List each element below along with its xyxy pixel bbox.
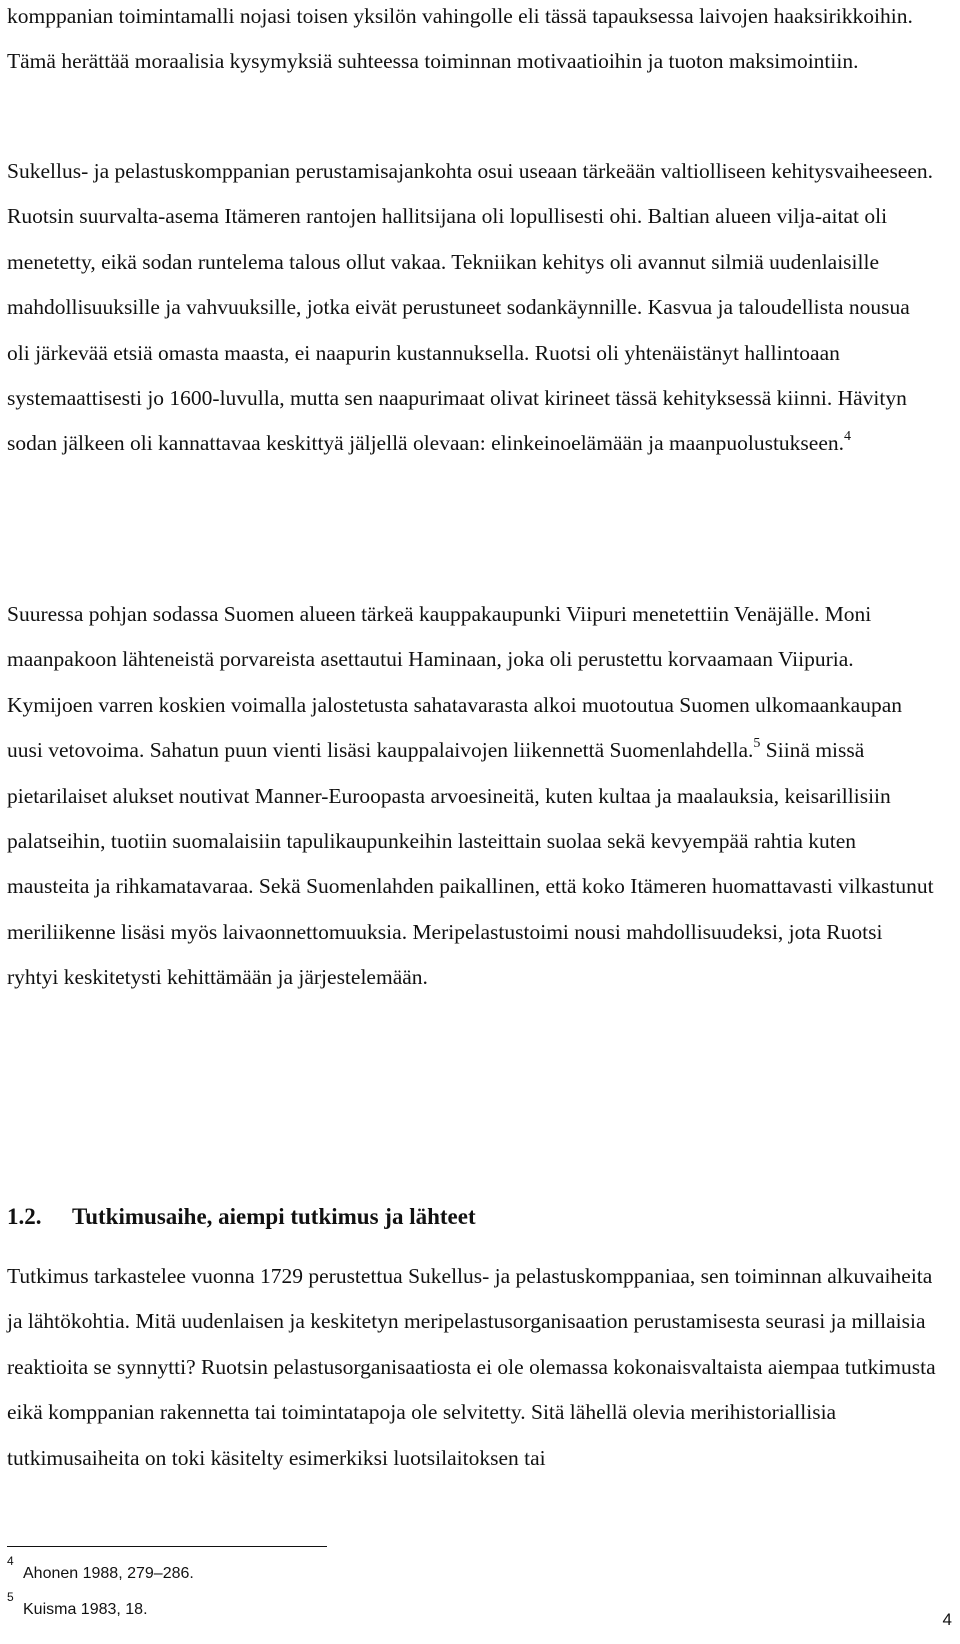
footnote-separator (7, 1546, 327, 1547)
paragraph-3 (7, 592, 937, 1001)
page-number: 4 (942, 1610, 952, 1629)
paragraph-1 (7, 0, 937, 85)
footnote-text: Ahonen 1988, 279–286. (23, 1565, 194, 1582)
paragraph-2 (7, 149, 937, 467)
paragraph-2-text: Sukellus- ja pelastuskomppanian perustamisajankohta osui useaan tärkeään valtiolliseen kehitysvaiheeseen. Ruotsin suurvalta-asema Itämeren rantojen hallitsijana oli lopullisesti ohi. Baltian alueen vilja-aitat oli menetetty, eikä sodan runtelema talous ollut vakaa. Tekniikan kehitys oli avannut silmiä uudenlaisille mahdollisuuksille ja vahvuuksille, jotka eivät perustuneet sodankäynnille. Kasvua ja taloudellista nousua oli järkevää etsiä omasta maasta, ei naapurin kustannuksella. Ruotsi oli yhtenäistänyt hallintoaan systemaattisesti jo 1600-luvulla, mutta sen naapurimaat olivat kirineet tässä kehityksessä kiinni. Hävityn sodan jälkeen oli kannattavaa keskittyä jäljellä olevaan: elinkeinoelämään ja maanpuolustukseen. (7, 159, 934, 456)
paragraph-1-text: komppanian toimintamalli nojasi toisen yksilön vahingolle eli tässä tapauksessa laivojen haaksirikkoihin. Tämä herättää moraalisia kysymyksiä suhteessa toiminnan motivaatioihin ja tuoton maksimointiin. (7, 4, 913, 74)
footnote-5 (7, 1592, 194, 1628)
paragraph-3-text-a: Suuressa pohjan sodassa Suomen alueen tärkeä kauppakaupunki Viipuri menetettiin Venäjälle. Moni maanpakoon lähteneistä porvareista asettautui Haminaan, joka oli perustettu korvaamaan Viipuria. Kymijoen varren koskien voimalla jalostetusta sahatavarasta alkoi muotoutua Suomen ulkomaankaupan uusi vetovoima. Sahatun puun vienti lisäsi kauppalaivojen liikennettä Suomenlahdella. (7, 602, 903, 763)
footnote-text: Kuisma 1983, 18. (23, 1601, 148, 1618)
section-number: 1.2. (7, 1204, 42, 1229)
paragraph-3-text-b: Siinä missä pietarilaiset alukset noutivat Manner-Euroopasta arvoesineitä, kuten kultaa ja maalauksia, keisarillisiin palatseihin, tuotiin suomalaisiin tapulikaupunkeihin lasteittain suolaa sekä kevyempää rahtia kuten mausteita ja rihkamatavaraa. Sekä Suomenlahden paikallinen, että koko Itämeren huomattavasti vilkastunut meriliikenne lisäsi myös laivaonnettomuuksia. Meripelastustoimi nousi mahdollisuudeksi, jota Ruotsi ryhtyi keskitetysti kehittämään ja järjestelemään. (7, 738, 934, 990)
paragraph-4-text: Tutkimus tarkastelee vuonna 1729 perustettua Sukellus- ja pelastuskomppaniaa, sen toiminnan alkuvaiheita ja lähtökohtia. Mitä uudenlaisen ja keskitetyn meripelastusorganisaation perustamisesta seurasi ja millaisia reaktioita se synnytti? Ruotsin pelastusorganisaatiosta ei ole olemassa kokonaisvaltaista aiempaa tutkimusta eikä komppanian rakennetta tai toimintatapoja ole selvitetty. Sitä lähellä olevia merihistoriallisia tutkimusaiheita on toki käsitelty esimerkiksi luotsilaitoksen tai (7, 1264, 936, 1470)
footnote-mark: 5 (7, 1590, 14, 1604)
footnotes-list (7, 1556, 194, 1628)
section-title: Tutkimusaihe, aiempi tutkimus ja lähteet (72, 1204, 476, 1229)
footnote-ref-5[interactable]: 5 (753, 736, 761, 752)
footnote-mark: 4 (7, 1554, 14, 1568)
footnote-4 (7, 1556, 194, 1592)
section-heading (7, 1202, 476, 1232)
footnote-ref-4[interactable]: 4 (844, 429, 851, 445)
paragraph-4 (7, 1254, 937, 1481)
